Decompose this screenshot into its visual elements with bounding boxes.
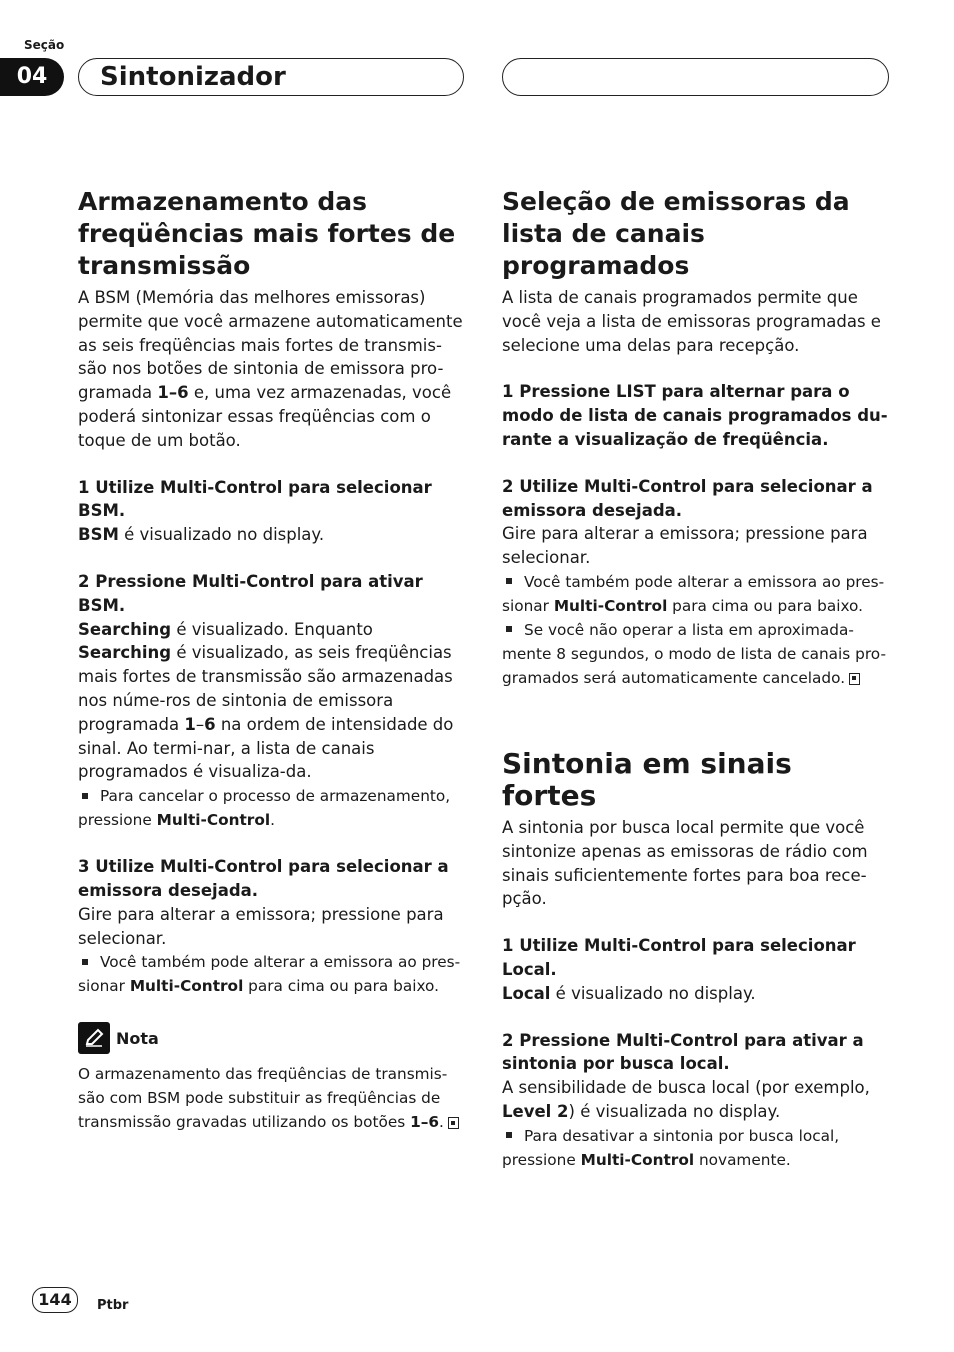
bsm-step-3-note: Você também pode alterar a emissora ao pres-sionar Multi-Control para cima ou para baixo.	[78, 953, 461, 996]
local-step-2: 2 Pressione Multi-Control para ativar a sintonia por busca local.	[502, 1030, 864, 1074]
local-note: Para desativar a sintonia por busca local, pressione Multi-Control novamente.	[502, 1126, 840, 1169]
preset-list-step-2-body: Gire para alterar a emissora; pressione para selecionar.	[502, 524, 868, 568]
right-column	[502, 186, 888, 1172]
preset-list-intro: A lista de canais programados permite que você veja a lista de emissoras programadas e selecione uma delas para recepção.	[502, 288, 881, 355]
preset-list-note-2: Se você não operar a lista em aproximada-mente 8 segundos, o modo de lista de canais pro-gramados será automaticamente cancelado.	[502, 620, 886, 687]
section-number-tab: 04	[0, 58, 64, 96]
end-mark-icon	[849, 673, 860, 685]
bsm-step-1: 1 Utilize Multi-Control para selecionar BSM.	[78, 477, 432, 521]
preset-list-heading: Seleção de emissoras da lista de canais programados	[502, 187, 850, 280]
page-number: 144	[32, 1287, 78, 1313]
left-column	[78, 186, 464, 1134]
end-mark-icon	[448, 1117, 459, 1129]
pencil-note-icon	[78, 1022, 110, 1054]
bullet-square-icon	[82, 959, 88, 965]
bullet-square-icon	[506, 1132, 512, 1138]
bullet-square-icon	[82, 793, 88, 799]
bsm-step-3: 3 Utilize Multi-Control para selecionar a emissora desejada.	[78, 857, 449, 900]
local-intro: A sintonia por busca local permite que você sintonize apenas as emissoras de rádio com sinais suficientemente fortes para boa rece-pção.	[502, 817, 868, 909]
language-code: Ptbr	[97, 1298, 129, 1313]
bsm-step-2: 2 Pressione Multi-Control para ativar BSM.	[78, 571, 423, 615]
bullet-square-icon	[506, 578, 512, 584]
preset-list-step-1: 1 Pressione LIST para alternar para o modo de lista de canais programados du-rante a visualização de freqüência.	[502, 382, 888, 449]
bsm-heading: Armazenamento das freqüências mais fortes de transmissão	[78, 187, 456, 280]
bsm-step-2-note: Para cancelar o processo de armazenamento, pressione Multi-Control.	[78, 787, 451, 830]
section-title: Sintonizador	[100, 62, 286, 92]
bsm-intro: A BSM (Memória das melhores emissoras) permite que você armazene automaticamente as seis freqüências mais fortes de transmis-são nos botões de sintonia de emissora pro-gramada 1–6 e, uma vez armazenadas, você poderá sintonizar essas freqüências com o toque de um botão.	[78, 288, 463, 450]
preset-list-step-2: 2 Utilize Multi-Control para selecionar a emissora desejada.	[502, 476, 873, 520]
nota-label: Nota	[116, 1028, 159, 1048]
preset-list-note-1: Você também pode alterar a emissora ao pres-sionar Multi-Control para cima ou para baixo.	[502, 572, 885, 615]
local-step-1: 1 Utilize Multi-Control para selecionar Local.	[502, 936, 856, 979]
bullet-square-icon	[506, 626, 512, 632]
header-blank-frame	[502, 58, 889, 96]
local-step-1-body: Local é visualizado no display.	[502, 983, 756, 1003]
bsm-step-3-body: Gire para alterar a emissora; pressione para selecionar.	[78, 904, 444, 948]
local-step-2-body: A sensibilidade de busca local (por exemplo, Level 2) é visualizada no display.	[502, 1078, 870, 1121]
nota-header	[78, 1022, 464, 1054]
section-label: Seção	[24, 38, 65, 52]
bsm-step-2-body: Searching é visualizado. Enquanto Searching é visualizado, as seis freqüências mais fortes de transmissão são armazenadas nos núme-ros de sintonia de emissora programada 1–6 na ordem de intensidade do sinal. Ao termi-nar, a lista de canais programados é visualiza-da.	[78, 619, 454, 782]
local-heading: Sintonia em sinais fortes	[502, 746, 792, 812]
bsm-step-1-body: BSM é visualizado no display.	[78, 525, 325, 545]
nota-body: O armazenamento das freqüências de transmis-são com BSM pode substituir as freqüências de transmissão gravadas utilizando os botões 1–6.	[78, 1062, 464, 1134]
